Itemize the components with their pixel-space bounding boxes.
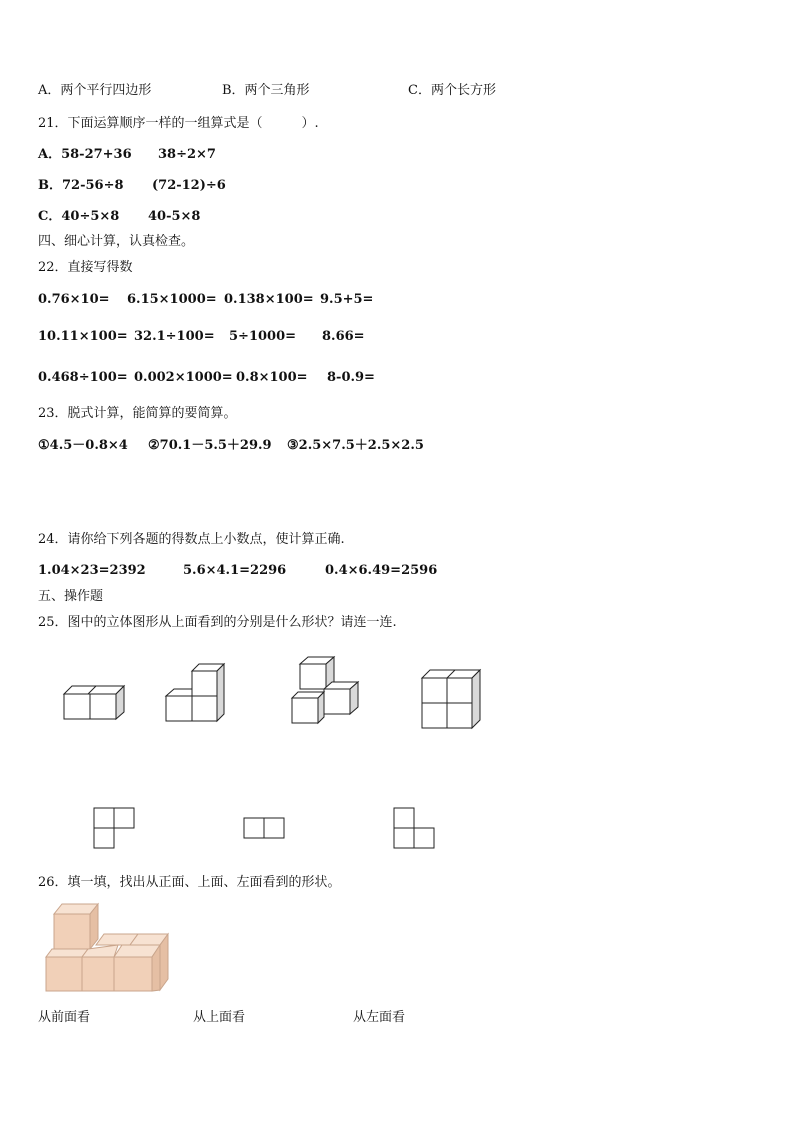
q24-item-2: 5.6×4.1=2296 — [183, 563, 287, 578]
section-4-heading: 四、细心计算，认真检查。 — [38, 234, 195, 249]
q21-option-b: B．72-56÷8 — [38, 178, 124, 193]
q20-option-b: B．两个三角形 — [222, 83, 310, 98]
q25-top-view-shape-3 — [393, 807, 437, 851]
q23-item-3: ③2.5×7.5＋2.5×2.5 — [287, 438, 424, 453]
q22-r2-c2: 32.1÷100= — [134, 329, 215, 344]
q25-solid-figure-2 — [164, 660, 230, 724]
q26-stem: 26．填一填，找出从正面、上面、左面看到的形状。 — [38, 875, 341, 890]
q25-top-view-shape-1 — [93, 807, 137, 851]
q20-option-c: C．两个长方形 — [408, 83, 496, 98]
q20-option-a: A．两个平行四边形 — [38, 83, 152, 98]
q26-cube-stack-figure — [42, 901, 172, 997]
q23-item-2: ②70.1－5.5＋29.9 — [148, 438, 272, 453]
q21-option-b-second: (72-12)÷6 — [152, 178, 226, 193]
q21-option-c-second: 40-5×8 — [148, 209, 201, 224]
q23-stem: 23．脱式计算，能简算的要简算。 — [38, 406, 237, 421]
q26-label-front: 从前面看 — [38, 1010, 91, 1025]
q21-option-a-second: 38÷2×7 — [158, 147, 216, 162]
q21-option-a: A．58-27+36 — [38, 147, 132, 162]
q22-stem: 22．直接写得数 — [38, 260, 133, 275]
q22-r2-c1: 10.11×100= — [38, 329, 128, 344]
q22-r1-c2: 6.15×1000= — [127, 292, 217, 307]
q25-solid-figure-1 — [62, 676, 128, 722]
q22-r2-c4: 8.66= — [322, 329, 365, 344]
q26-label-left: 从左面看 — [353, 1010, 406, 1025]
q25-top-view-shape-2 — [243, 817, 287, 841]
q22-r3-c1: 0.468÷100= — [38, 370, 128, 385]
q23-item-1: ①4.5－0.8×4 — [38, 438, 128, 453]
q21-option-c: C．40÷5×8 — [38, 209, 120, 224]
q22-r2-c3: 5÷1000= — [229, 329, 297, 344]
q25-solid-figure-4 — [420, 668, 484, 730]
q22-r1-c1: 0.76×10= — [38, 292, 110, 307]
q22-r1-c3: 0.138×100= — [224, 292, 314, 307]
q22-r3-c2: 0.002×1000= — [134, 370, 233, 385]
q22-r3-c3: 0.8×100= — [236, 370, 308, 385]
q22-r3-c4: 8-0.9= — [327, 370, 375, 385]
q25-stem: 25．图中的立体图形从上面看到的分别是什么形状？请连一连. — [38, 615, 397, 630]
q25-solid-figure-3 — [290, 654, 362, 726]
q24-item-1: 1.04×23=2392 — [38, 563, 146, 578]
q24-item-3: 0.4×6.49=2596 — [325, 563, 438, 578]
q22-r1-c4: 9.5+5= — [320, 292, 374, 307]
q21-stem: 21．下面运算顺序一样的一组算式是（ ）. — [38, 116, 319, 131]
q26-label-top: 从上面看 — [193, 1010, 246, 1025]
q24-stem: 24．请你给下列各题的得数点上小数点，使计算正确. — [38, 532, 345, 547]
section-5-heading: 五、操作题 — [38, 589, 104, 604]
